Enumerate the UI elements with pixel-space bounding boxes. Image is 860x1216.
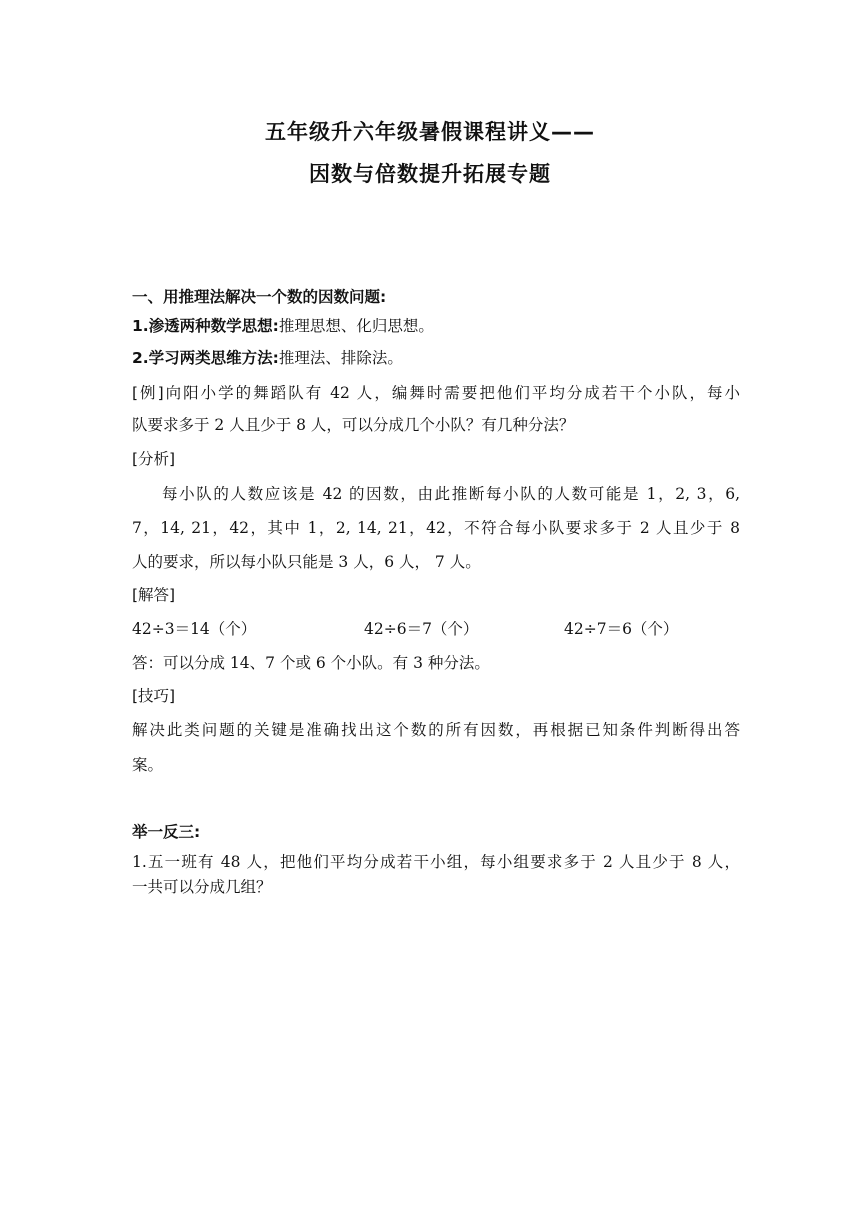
- analysis-line-2: 7，14, 21，42，其中 1，2, 14, 21，42，不符合每小队要求多于 2 人且少于 8: [132, 519, 740, 537]
- calc-3: 42÷7＝6（个）: [564, 620, 679, 638]
- analysis-line-1: 每小队的人数应该是 42 的因数，由此推断每小队的人数可能是 1，2, 3，6,: [162, 485, 740, 503]
- solution-answer: 答：可以分成 14、7 个或 6 个小队。有 3 种分法。: [132, 654, 490, 672]
- point-1: [132, 316, 740, 336]
- example-line-1: [132, 383, 740, 403]
- calc-2: 42÷6＝7（个）: [364, 620, 479, 638]
- calc-1: 42÷3＝14（个）: [132, 620, 257, 638]
- example-line-2: 队要求多于 2 人且少于 8 人，可以分成几个小队？有几种分法？: [132, 416, 575, 434]
- analysis-tag: [分析]: [132, 450, 176, 468]
- title-line-1: 五年级升六年级暑假课程讲义——: [265, 120, 595, 144]
- section-heading: 一、用推理法解决一个数的因数问题:: [132, 288, 387, 306]
- point-1-text: 推理思想、化归思想。: [278, 317, 434, 335]
- example-text-1: 向阳小学的舞蹈队有 42 人，编舞时需要把他们平均分成若干个小队，每小: [163, 384, 740, 402]
- practice-question-1-line-1: 1.五一班有 48 人，把他们平均分成若干小组，每小组要求多于 2 人且少于 8 人，: [132, 853, 740, 871]
- point-2-label: 2.学习两类思维方法:: [132, 349, 279, 367]
- tip-tag: [技巧]: [132, 687, 176, 705]
- practice-heading: 举一反三:: [132, 823, 201, 841]
- title-line-2: 因数与倍数提升拓展专题: [309, 162, 551, 186]
- tip-line-1: 解决此类问题的关键是准确找出这个数的所有因数，再根据已知条件判断得出答: [132, 721, 740, 739]
- analysis-line-3: 人的要求，所以每小队只能是 3 人，6 人， 7 人。: [132, 553, 481, 571]
- point-1-label: 1.渗透两种数学思想:: [132, 317, 279, 335]
- tip-line-2: 案。: [132, 756, 164, 774]
- point-2: [132, 348, 740, 368]
- practice-question-1-line-2: 一共可以分成几组？: [132, 878, 272, 896]
- example-tag: [例]: [132, 384, 164, 402]
- point-2-text: 推理法、排除法。: [278, 349, 403, 367]
- solution-tag: [解答]: [132, 586, 176, 604]
